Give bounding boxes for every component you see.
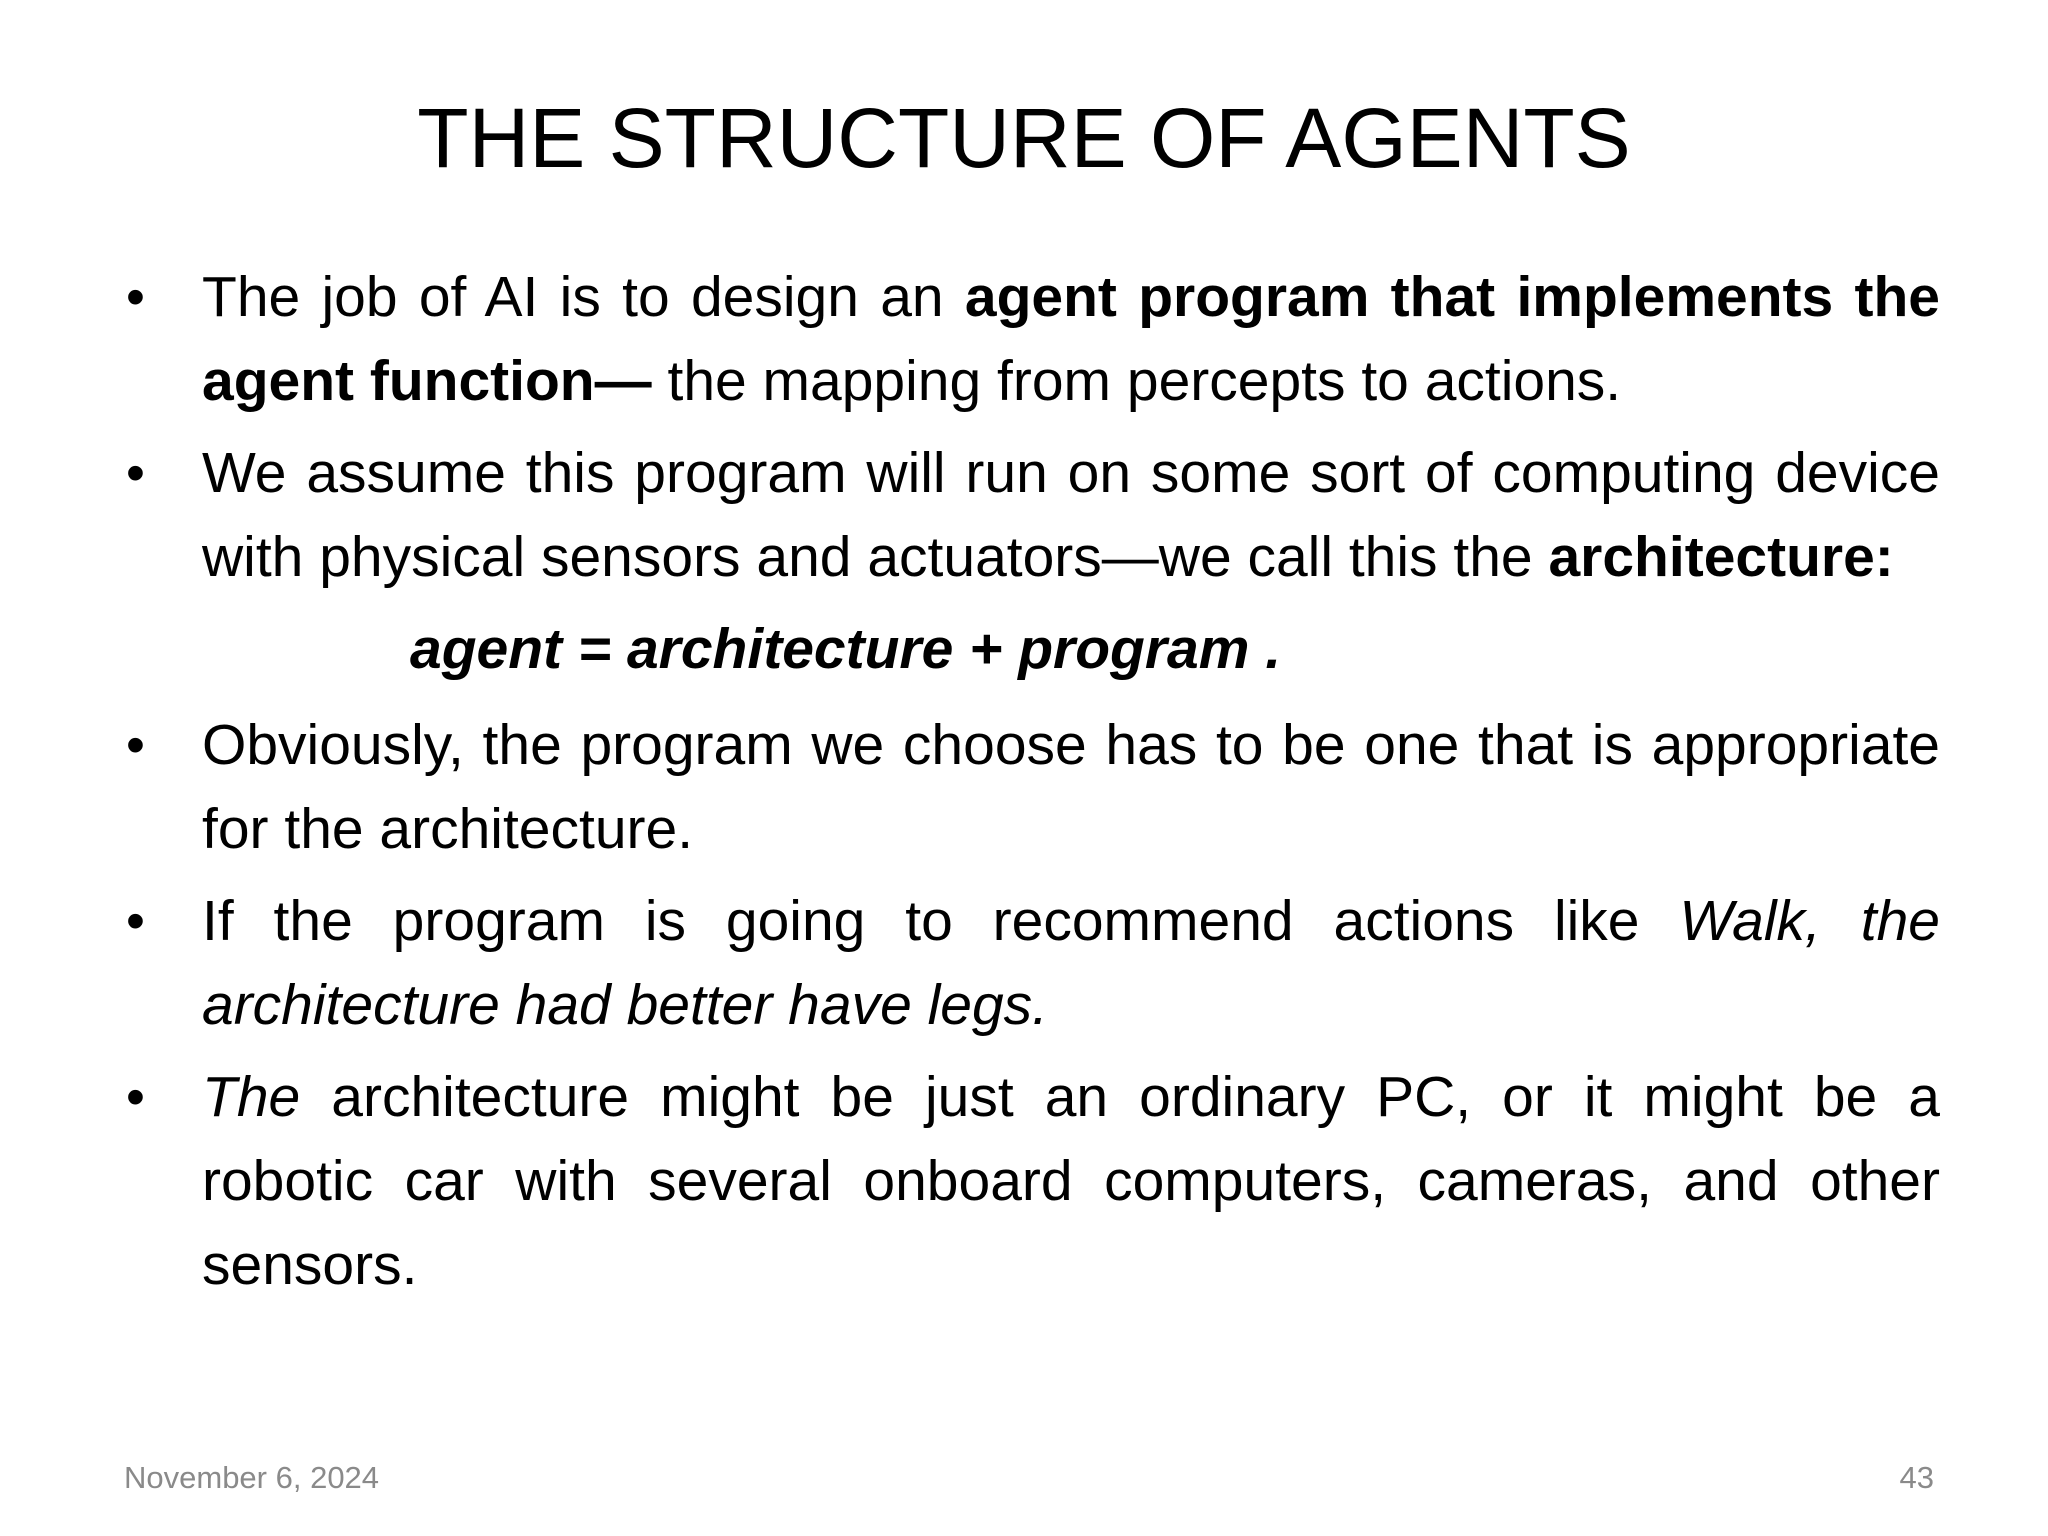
bullet-text-bold: agent program that implements the agent function— [202, 265, 1940, 413]
bullet-text: the mapping from percepts to actions. [651, 349, 1622, 413]
bullet-marker: • [126, 443, 145, 503]
bullet-text-bold: architecture: [1548, 525, 1894, 589]
bullet-item [120, 431, 1940, 599]
bullet-list [120, 255, 1940, 1315]
bullet-text: The job of AI is to design an [202, 265, 965, 329]
bullet-item [120, 255, 1940, 423]
bullet-marker: • [126, 891, 145, 951]
bullet-text: We assume this program will run on some sort of computing device with physical sensors and actuators—we call this the [202, 441, 1940, 589]
page-number: 43 [1899, 1460, 1934, 1495]
equation: agent = architecture + program . [410, 617, 1282, 681]
slide-title: THE STRUCTURE OF AGENTS [417, 91, 1631, 185]
footer-date: November 6, 2024 [124, 1460, 380, 1495]
bullet-item [120, 879, 1940, 1047]
bullet-marker: • [126, 715, 145, 775]
bullet-text: If the program is going to recommend actions like [202, 889, 1680, 953]
bullet-marker: • [126, 1067, 145, 1127]
bullet-text-italic: The [202, 1065, 301, 1129]
bullet-text-italic: Walk, the architecture had better have legs. [202, 889, 1941, 1037]
bullet-item [120, 703, 1940, 871]
bullet-text: Obviously, the program we choose has to be one that is appropriate for the architecture. [202, 713, 1940, 861]
bullet-text: architecture might be just an ordinary PC, or it might be a robotic car with several onboard computers, cameras, and other sensors. [202, 1065, 1940, 1297]
bullet-item [120, 1055, 1940, 1307]
bullet-marker: • [126, 267, 145, 327]
